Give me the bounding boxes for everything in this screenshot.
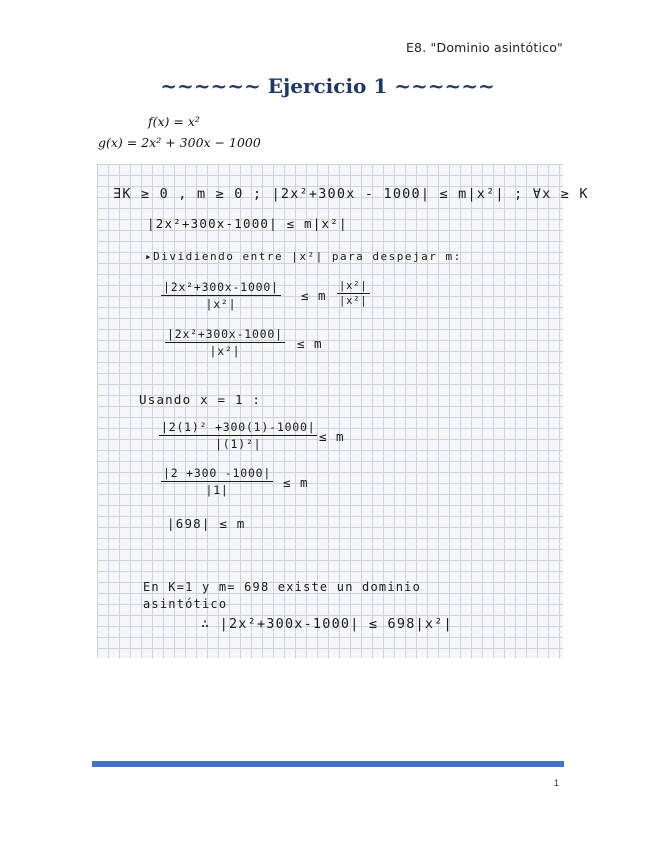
fraction-1-multiplier-denominator: |x²| (339, 295, 368, 307)
exercise-title: ~~~~~~ Ejercicio 1 ~~~~~~ (160, 74, 495, 98)
page-number: 1 (553, 778, 559, 788)
fraction-4-numerator: |2 +300 -1000| (163, 466, 272, 480)
fraction-2-relation: ≤ m (297, 336, 323, 351)
fraction-1-numerator: |2x²+300x-1000| (163, 280, 279, 294)
fraction-4-relation: ≤ m (283, 475, 309, 490)
fraction-3-denominator: |(1)²| (215, 437, 262, 451)
fraction-1-relation: ≤ m (301, 288, 327, 303)
handwritten-result: |698| ≤ m (167, 516, 246, 531)
fraction-2 (165, 327, 285, 358)
fraction-4 (161, 466, 273, 497)
handwritten-inequality: |2x²+300x-1000| ≤ m|x²| (147, 216, 348, 231)
fraction-3-relation: ≤ m (319, 429, 345, 444)
function-f: f(x) = x² (148, 114, 200, 129)
fraction-1-denominator: |x²| (205, 297, 237, 311)
fraction-1-multiplier-numerator: |x²| (339, 280, 368, 292)
fraction-3 (159, 420, 317, 451)
fraction-3-numerator: |2(1)² +300(1)-1000| (161, 420, 316, 434)
fraction-4-denominator: |1| (205, 483, 229, 497)
handwritten-grid-sheet (97, 164, 589, 658)
handwritten-conclusion-line2: asintótico (143, 597, 228, 611)
fraction-2-numerator: |2x²+300x-1000| (167, 327, 283, 341)
fraction-2-denominator: |x²| (209, 344, 241, 358)
handwritten-final-inequality: ∴ |2x²+300x-1000| ≤ 698|x²| (201, 616, 453, 632)
footer-divider (92, 761, 564, 767)
handwritten-definition: ∃K ≥ 0 , m ≥ 0 ; |2x²+300x - 1000| ≤ m|x²| ; ∀x ≥ K (113, 186, 589, 202)
handwritten-conclusion-line1: En K=1 y m= 698 existe un dominio (143, 580, 422, 594)
document-header-note: E8. "Dominio asintótico" (405, 40, 563, 55)
function-g: g(x) = 2x² + 300x − 1000 (98, 135, 261, 150)
fraction-1 (161, 280, 281, 311)
handwritten-using-x1: Usando x = 1 : (139, 392, 262, 407)
fraction-1-multiplier (337, 280, 370, 307)
handwritten-step-divide: ▸Dividiendo entre |x²| para despejar m: (145, 250, 462, 263)
